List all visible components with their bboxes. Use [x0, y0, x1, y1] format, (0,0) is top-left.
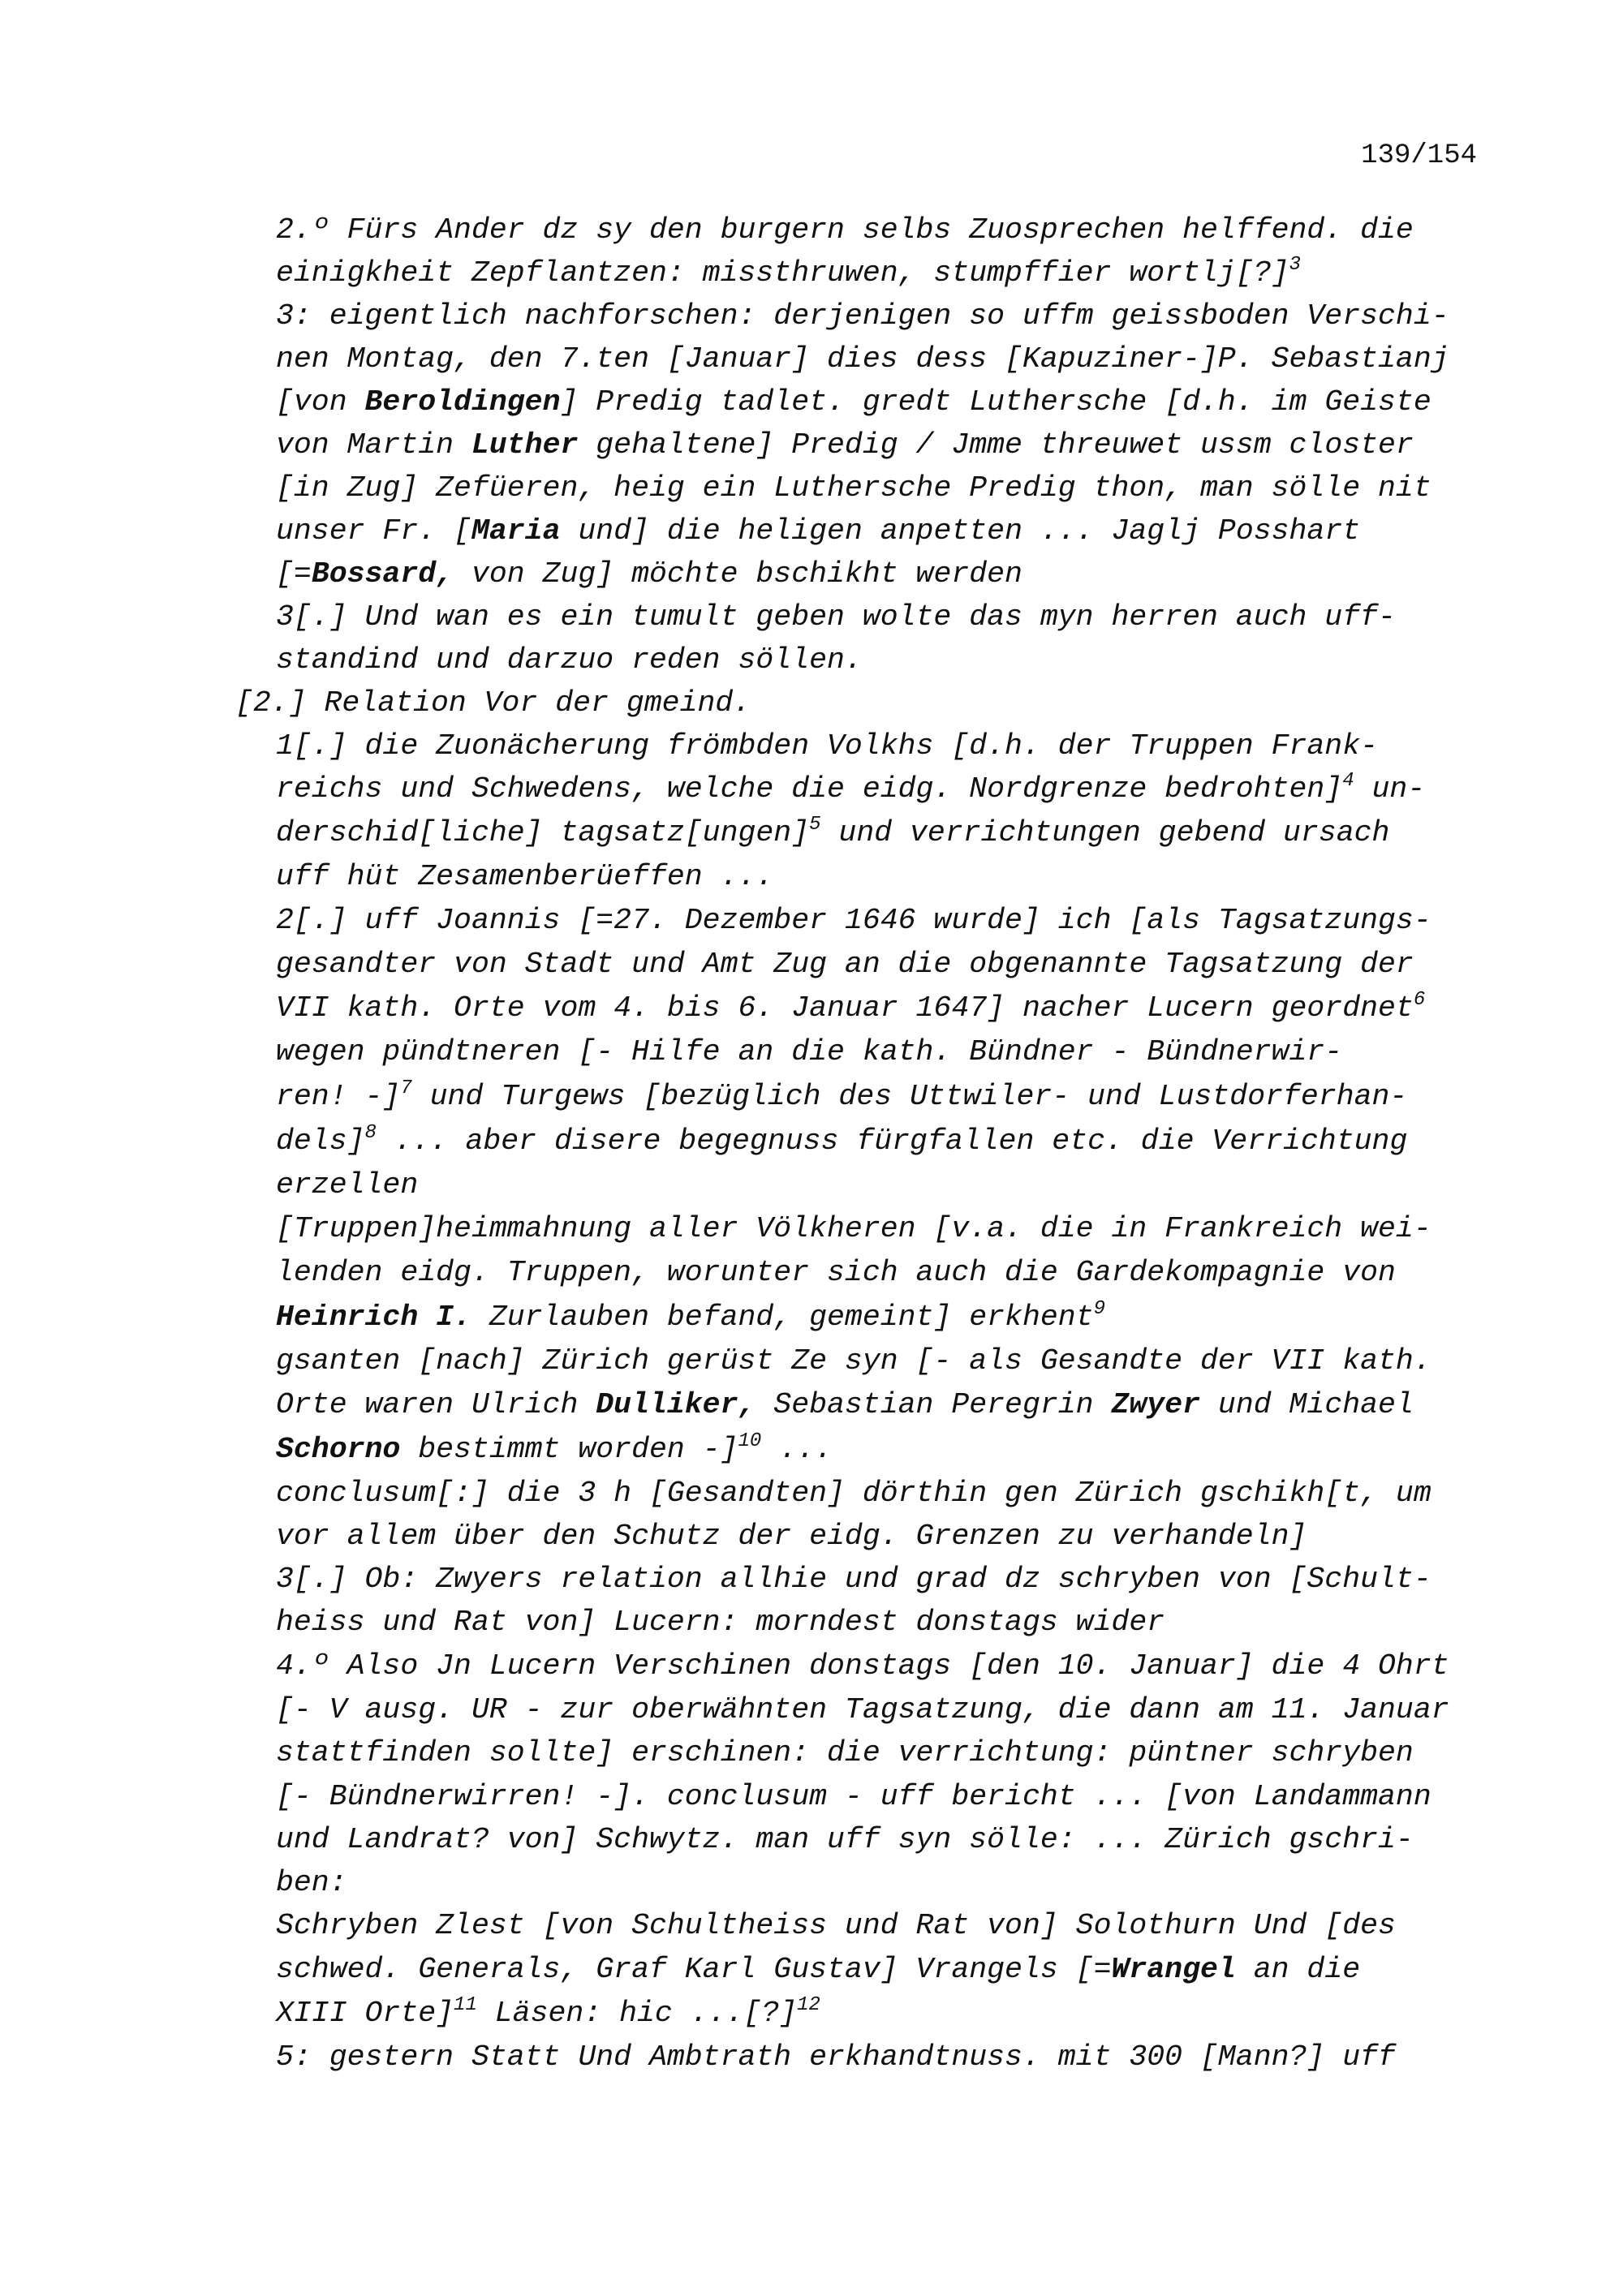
text-line: [276, 1865, 347, 1901]
text-segment: 2.º Fürs Ander dz sy den burgern selbs Zuosprechen helffend. die: [276, 213, 1414, 247]
text-segment: lenden eidg. Truppen, worunter sich auch die Gardekompagnie von: [276, 1256, 1396, 1289]
text-line: [276, 643, 863, 678]
text-segment: reichs und Schwedens, welche die eidg. Nordgrenze bedrohten]: [276, 772, 1343, 806]
text-line: [276, 1735, 1414, 1771]
text-segment: VII kath. Orte vom 4. bis 6. Januar 1647] nacher Lucern geordnet: [276, 991, 1414, 1025]
text-segment: erzellen: [276, 1168, 419, 1202]
text-segment: [2.] Relation Vor der gmeind.: [235, 686, 751, 720]
text-line: [276, 213, 1414, 248]
text-segment: 5: gestern Statt Und Ambtrath erkhandtnuss. mit 300 [Mann?] uff: [276, 2040, 1396, 2074]
text-segment: 4.º Also Jn Lucern Verschinen donstags [den 10. Januar] die 4 Ohrt: [276, 1649, 1449, 1683]
text-line: [276, 1908, 1396, 1944]
bold-name: Maria: [471, 514, 561, 548]
text-line: [276, 729, 1378, 764]
text-segment: [- Bündnerwirren! -]. conclusum - uff bericht ... [von Landammann: [276, 1780, 1431, 1813]
text-line: [276, 1692, 1449, 1728]
text-line: [276, 1432, 833, 1468]
text-segment: schwed. Generals, Graf Karl Gustav] Vrangels [=: [276, 1953, 1112, 1986]
text-segment: 3[.] Ob: Zwyers relation allhie und grad dz schryben von [Schult-: [276, 1563, 1431, 1596]
text-segment: 2[.] uff Joannis [=27. Dezember 1646 wurde] ich [als Tagsatzungs-: [276, 904, 1431, 937]
text-segment: nen Montag, den 7.ten [Januar] dies dess [Kapuziner-]P. Sebastianj: [276, 342, 1449, 376]
text-line: [276, 299, 1449, 334]
text-line: [276, 1779, 1431, 1815]
bold-name: Schorno: [276, 1433, 401, 1466]
text-segment: Orte waren Ulrich: [276, 1388, 596, 1421]
text-line: [276, 1300, 1105, 1335]
text-segment: an die: [1235, 1953, 1361, 1986]
text-line: [276, 1344, 1431, 1379]
text-segment: [in Zug] Zefüeren, heig ein Luthersche Predig thon, man sölle nit: [276, 471, 1431, 505]
text-segment: dels]: [276, 1124, 365, 1158]
text-segment: [Truppen]heimmahnung aller Völkheren [v.a. die in Frankreich wei-: [276, 1212, 1431, 1245]
text-line: [276, 1387, 1414, 1423]
footnote-ref: 9: [1093, 1298, 1105, 1320]
text-segment: wegen pündtneren [- Hilfe an die kath. Bündner - Bündnerwir-: [276, 1035, 1343, 1068]
page-number: 139/154: [1361, 140, 1477, 171]
text-segment: [von: [276, 385, 365, 419]
text-segment: und Turgews [bezüglich des Uttwiler- und Lustdorferhan-: [411, 1080, 1408, 1113]
text-line: [276, 1079, 1407, 1115]
text-line: [276, 1649, 1449, 1684]
text-segment: [=: [276, 557, 312, 591]
text-segment: 3: eigentlich nachforschen: derjenigen so uffm geissboden Verschi-: [276, 299, 1449, 333]
text-line: [276, 991, 1425, 1026]
text-segment: heiss und Rat von] Lucern: morndest donstags wider: [276, 1606, 1165, 1639]
text-segment: conclusum[:] die 3 h [Gesandten] dörthin gen Zürich gschikh[t, um: [276, 1477, 1431, 1510]
text-line: [276, 342, 1449, 377]
text-line: [276, 859, 773, 895]
text-segment: ben:: [276, 1866, 347, 1899]
text-line: [276, 557, 1022, 592]
text-line: [276, 1519, 1307, 1554]
bold-name: Heinrich I.: [276, 1301, 471, 1334]
text-segment: von Martin: [276, 428, 471, 462]
text-segment: [- V ausg. UR - zur oberwähnten Tagsatzung, die dann am 11. Januar: [276, 1693, 1449, 1726]
text-segment: Zurlauben befand, gemeint] erkhent: [471, 1301, 1094, 1334]
text-segment: und] die heligen anpetten ... Jaglj Posshart: [560, 514, 1361, 548]
text-line: [235, 686, 751, 721]
text-line: [276, 947, 1414, 982]
text-line: [276, 772, 1425, 807]
text-segment: un-: [1354, 772, 1426, 806]
text-segment: Läsen: hic ...[?]: [476, 1997, 798, 2030]
text-segment: ...: [761, 1433, 833, 1466]
text-segment: 3[.] Und wan es ein tumult geben wolte das myn herren auch uff-: [276, 600, 1396, 634]
footnote-ref: 6: [1413, 989, 1426, 1011]
bold-name: Zwyer: [1111, 1388, 1201, 1421]
text-segment: gsanten [nach] Zürich gerüst Ze syn [- als Gesandte der VII kath.: [276, 1344, 1431, 1378]
text-line: [276, 1996, 820, 2032]
footnote-ref: 8: [364, 1122, 377, 1144]
footnote-ref: 4: [1342, 770, 1354, 792]
text-segment: derschid[liche] tagsatz[ungen]: [276, 816, 810, 849]
text-segment: und Landrat? von] Schwytz. man uff syn sölle: ... Zürich gschri-: [276, 1823, 1414, 1856]
text-line: [276, 1167, 418, 1203]
footnote-ref: 5: [809, 814, 821, 836]
text-line: [276, 1822, 1414, 1858]
text-segment: ren! -]: [276, 1080, 401, 1113]
text-segment: uff hüt Zesamenberüeffen ...: [276, 860, 774, 893]
text-segment: Schryben Zlest [von Schultheiss und Rat von] Solothurn Und [des: [276, 1909, 1396, 1942]
text-line: [276, 514, 1360, 549]
text-segment: gehaltene] Predig / Jmme threuwet ussm closter: [578, 428, 1414, 462]
text-segment: einigkheit Zepflantzen: missthruwen, stumpffier wortlj[?]: [276, 256, 1289, 290]
text-line: [276, 428, 1414, 463]
footnote-ref: 3: [1289, 254, 1301, 276]
text-segment: unser Fr. [: [276, 514, 471, 548]
text-line: [276, 1124, 1407, 1159]
text-line: [276, 256, 1301, 291]
text-line: [276, 1952, 1360, 1988]
text-line: [276, 1211, 1431, 1247]
bold-name: Beroldingen: [364, 385, 561, 419]
text-line: [276, 600, 1396, 635]
footnote-ref: 7: [400, 1077, 412, 1099]
text-segment: ... aber disere begegnuss fürgfallen etc. die Verrichtung: [376, 1124, 1408, 1158]
footnote-ref: 10: [738, 1430, 762, 1452]
text-line: [276, 815, 1389, 851]
bold-name: Dulliker,: [596, 1388, 756, 1421]
text-line: [276, 2040, 1396, 2075]
text-segment: bestimmt worden -]: [400, 1433, 738, 1466]
text-segment: Sebastian Peregrin: [756, 1388, 1112, 1421]
text-segment: XIII Orte]: [276, 1997, 454, 2030]
bold-name: Bossard,: [311, 557, 454, 591]
text-segment: und Michael: [1200, 1388, 1414, 1421]
text-line: [276, 1605, 1165, 1640]
text-segment: von Zug] möchte bschikht werden: [454, 557, 1022, 591]
text-segment: und verrichtungen gebend ursach: [820, 816, 1390, 849]
text-line: [276, 903, 1431, 939]
text-segment: 1[.] die Zuonächerung frömbden Volkhs [d.h. der Truppen Frank-: [276, 729, 1379, 763]
text-segment: ] Predig tadlet. gredt Luthersche [d.h. im Geiste: [560, 385, 1431, 419]
text-segment: gesandter von Stadt und Amt Zug an die obgenannte Tagsatzung der: [276, 948, 1414, 981]
text-segment: stattfinden sollte] erschinen: die verrichtung: püntner schryben: [276, 1736, 1414, 1769]
footnote-ref: 12: [797, 1994, 820, 2016]
text-line: [276, 1034, 1342, 1070]
text-line: [276, 1255, 1396, 1291]
text-line: [276, 1562, 1431, 1597]
text-segment: vor allem über den Schutz der eidg. Grenzen zu verhandeln]: [276, 1520, 1307, 1553]
footnote-ref: 11: [454, 1994, 477, 2016]
text-line: [276, 385, 1431, 420]
bold-name: Wrangel: [1111, 1953, 1236, 1986]
text-line: [276, 471, 1431, 506]
text-line: [276, 1476, 1431, 1511]
text-segment: standind und darzuo reden söllen.: [276, 643, 863, 677]
bold-name: Luther: [471, 428, 579, 462]
